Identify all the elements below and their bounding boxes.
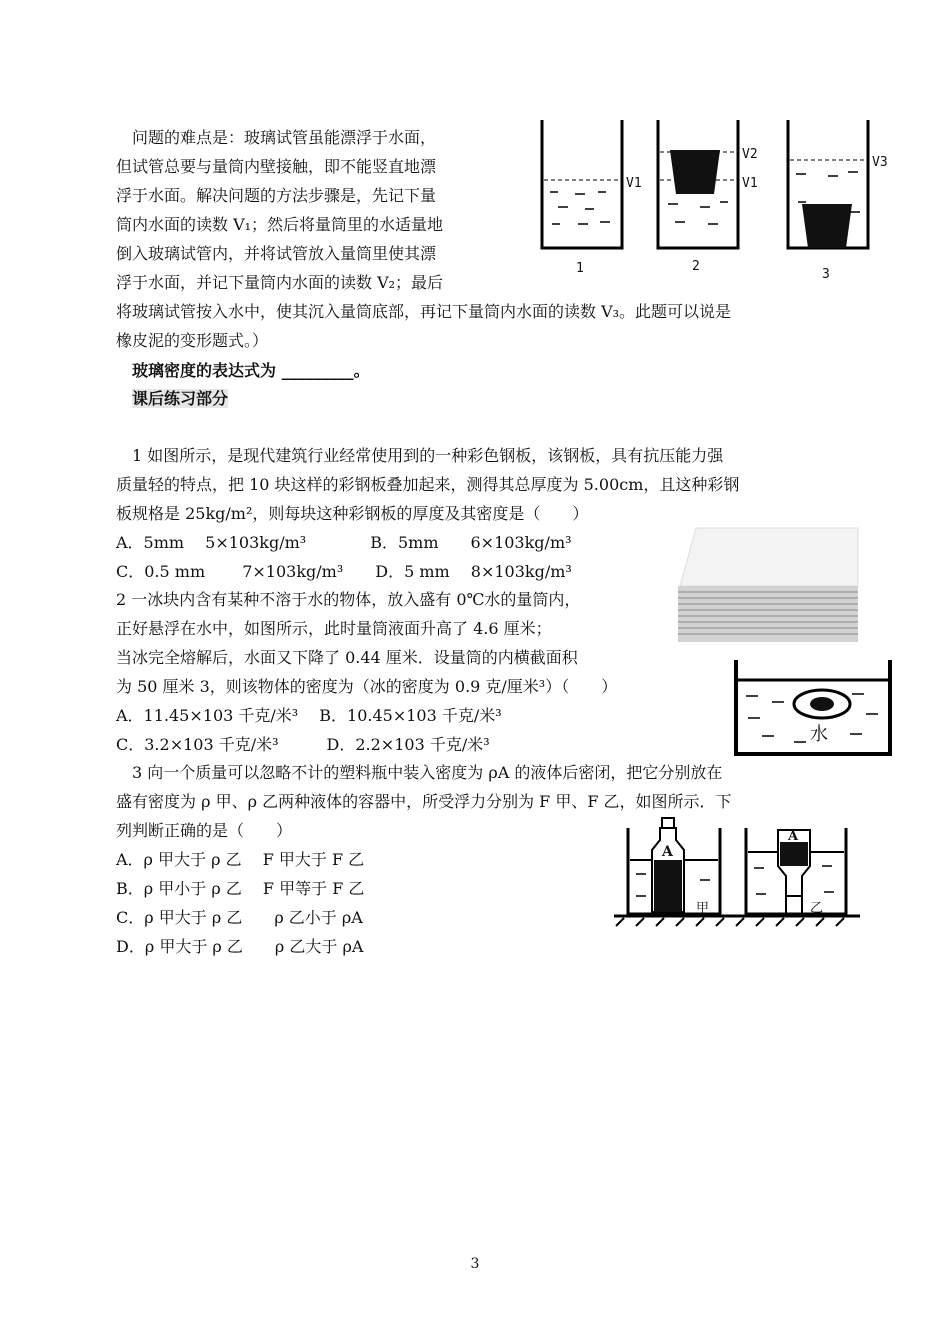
fig1-label: 3 bbox=[822, 267, 830, 282]
q1-option: C．0.5 mm 7×103kg/m³ D．5 mm 8×103kg/m³ bbox=[116, 562, 572, 581]
ice-block-figure bbox=[732, 658, 894, 758]
q2-option: C．3.2×103 千克/米³ D．2.2×103 千克/米³ bbox=[116, 735, 490, 754]
density-expression: 玻璃密度的表达式为 _________。 bbox=[116, 361, 370, 380]
bottle-label-a: A bbox=[788, 829, 799, 844]
fig1-label: V1 bbox=[626, 176, 642, 191]
q1-line: 质量轻的特点，把 10 块这样的彩钢板叠加起来，测得其总厚度为 5.00cm，且这种彩钢 bbox=[116, 475, 740, 494]
q2-line: 为 50 厘米 3，则该物体的密度为（冰的密度为 0.9 克/厘米³）（ ） bbox=[116, 677, 618, 696]
q2-option: A．11.45×103 千克/米³ B．10.45×103 千克/米³ bbox=[116, 706, 502, 725]
fig1-label: V2 bbox=[742, 147, 758, 162]
bottles-figure bbox=[614, 816, 862, 928]
q3-option: D．ρ 甲大于 ρ 乙 ρ 乙大于 ρA bbox=[116, 937, 364, 956]
intro-line: 将玻璃试管按入水中，使其沉入量筒底部，再记下量筒内水面的读数 V₃。此题可以说是 bbox=[116, 302, 732, 321]
q2-line: 正好悬浮在水中，如图所示，此时量筒液面升高了 4.6 厘米； bbox=[116, 619, 552, 638]
fig1-label: 1 bbox=[576, 261, 584, 276]
q3-line: 盛有密度为 ρ 甲、ρ 乙两种液体的容器中，所受浮力分别为 F 甲、F 乙，如图所示．下 bbox=[116, 792, 732, 811]
intro-line: 浮于水面。解决问题的方法步骤是，先记下量 bbox=[116, 186, 437, 205]
fig1-label: V1 bbox=[742, 176, 758, 191]
bottle-label-a: A bbox=[662, 844, 673, 860]
q1-line: 1 如图所示，是现代建筑行业经常使用到的一种彩色钢板，该钢板，具有抗压能力强 bbox=[116, 446, 724, 465]
q3-option: C．ρ 甲大于 ρ 乙 ρ 乙小于 ρA bbox=[116, 908, 363, 927]
steel-plate-image bbox=[678, 526, 860, 644]
intro-line: 倒入玻璃试管内，并将试管放入量筒里使其漂 bbox=[116, 244, 437, 263]
fig1-label: 2 bbox=[692, 259, 700, 274]
page-number: 3 bbox=[470, 1256, 480, 1272]
intro-line: 浮于水面，并记下量筒内水面的读数 V₂；最后 bbox=[116, 273, 444, 292]
container-label: 乙 bbox=[810, 901, 824, 916]
q1-line: 板规格是 25kg/m²，则每块这种彩钢板的厚度及其密度是（ ） bbox=[116, 504, 589, 523]
section-heading bbox=[132, 389, 228, 409]
ice-figure-label: 水 bbox=[810, 724, 828, 745]
fig1-label: V3 bbox=[872, 155, 888, 170]
q2-line: 当冰完全熔解后，水面又下降了 0.44 厘米．设量筒的内横截面积 bbox=[116, 648, 578, 667]
q3-line: 3 向一个质量可以忽略不计的塑料瓶中装入密度为 ρA 的液体后密闭，把它分别放在 bbox=[116, 763, 723, 782]
q2-line: 2 一冰块内含有某种不溶于水的物体，放入盛有 0℃水的量筒内， bbox=[116, 590, 581, 609]
container-label: 甲 bbox=[696, 901, 710, 916]
q3-option: B．ρ 甲小于 ρ 乙 F 甲等于 F 乙 bbox=[116, 879, 365, 898]
intro-line: 橡皮泥的变形题式。） bbox=[116, 331, 269, 350]
section-heading-text: 课后练习部分 bbox=[132, 389, 229, 408]
intro-line: 筒内水面的读数 V₁；然后将量筒里的水适量地 bbox=[116, 215, 444, 234]
q3-option: A．ρ 甲大于 ρ 乙 F 甲大于 F 乙 bbox=[116, 850, 365, 869]
q1-option: A．5mm 5×103kg/m³ B．5mm 6×103kg/m³ bbox=[116, 533, 572, 552]
intro-line: 问题的难点是：玻璃试管虽能漂浮于水面， bbox=[116, 128, 437, 147]
q3-line: 列判断正确的是（ ） bbox=[116, 821, 293, 840]
cylinders-figure bbox=[530, 112, 900, 282]
intro-line: 但试管总要与量筒内壁接触，即不能竖直地漂 bbox=[116, 157, 437, 176]
